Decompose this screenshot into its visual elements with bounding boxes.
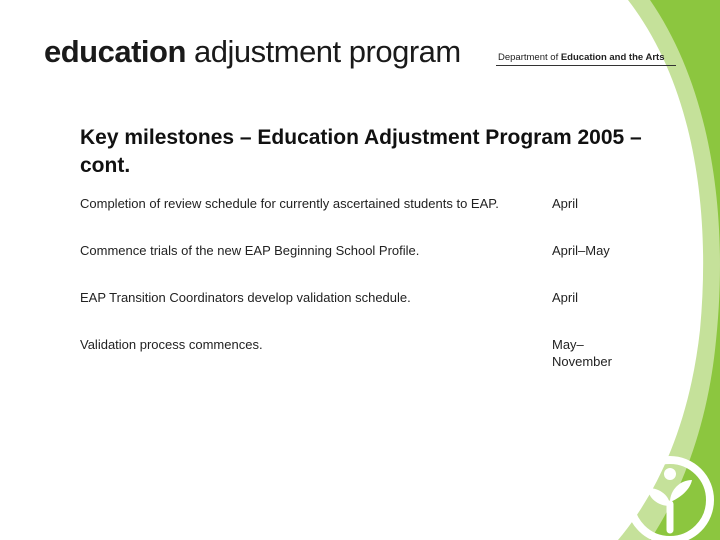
milestone-task: Completion of review schedule for currently ascertained students to EAP. — [80, 196, 499, 211]
milestone-when: April — [552, 196, 579, 211]
sprout-logo-icon — [620, 446, 716, 540]
milestone-task: Validation process commences. — [80, 337, 263, 352]
brand-light-text: adjustment program — [185, 34, 461, 69]
milestone-when: April — [552, 290, 579, 305]
department-name: Education and the Arts — [560, 52, 665, 63]
milestone-task: EAP Transition Coordinators develop validation schedule. — [80, 290, 411, 305]
milestone-when: April–May — [552, 243, 610, 258]
department-word: Department — [498, 52, 548, 63]
brand-wordmark — [44, 34, 461, 70]
department-of: of — [547, 52, 561, 63]
brand-bold-text: education — [44, 34, 186, 69]
department-label — [498, 52, 664, 63]
header-rule — [496, 65, 676, 66]
milestone-task: Commence trials of the new EAP Beginning School Profile. — [80, 243, 420, 258]
milestone-when: May– November — [552, 337, 612, 369]
slide-title: Key milestones – Education Adjustment Program 2005 – cont. — [80, 126, 642, 177]
